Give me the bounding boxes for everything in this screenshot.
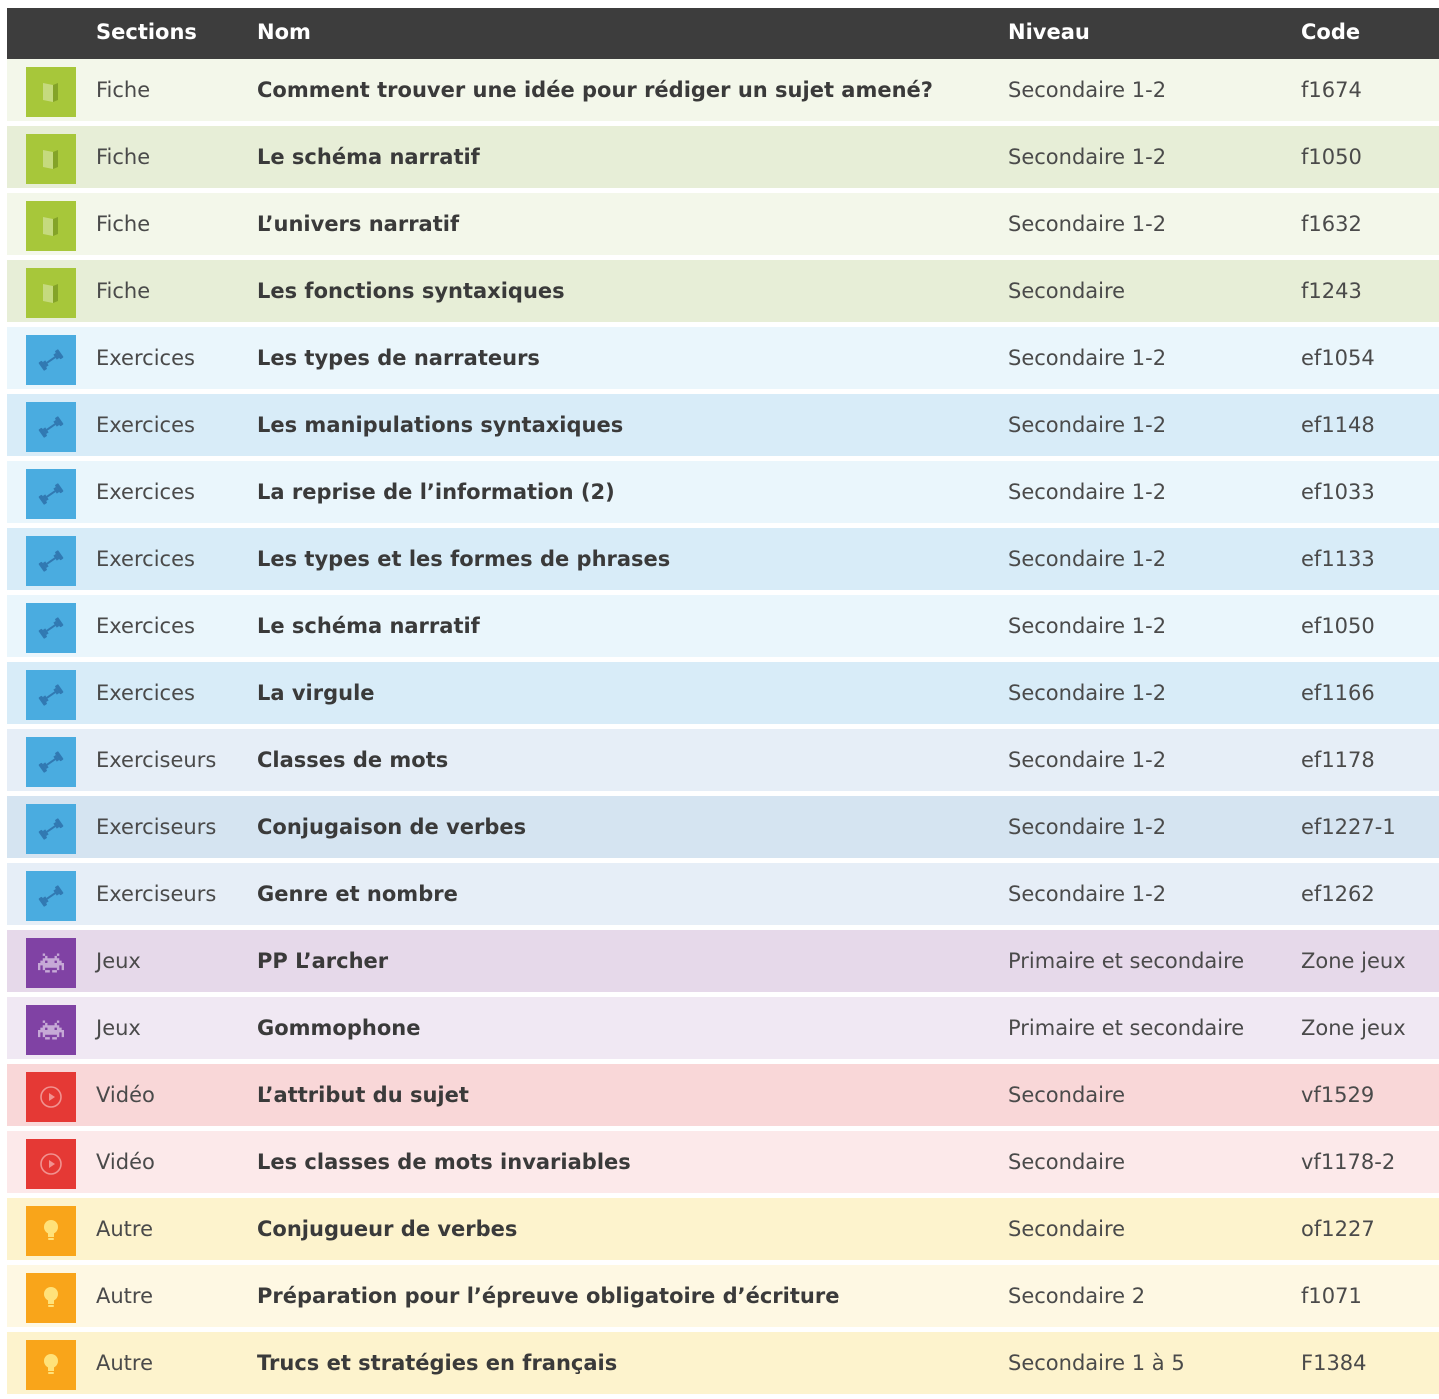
table-row[interactable]: [7, 1064, 1439, 1131]
dumbbell-icon: [26, 335, 76, 385]
cell-nom-link[interactable]: Les fonctions syntaxiques: [257, 279, 565, 303]
cell-nom-link[interactable]: Classes de mots: [257, 748, 449, 772]
cell-section: Jeux: [96, 1016, 141, 1040]
cell-section: Fiche: [96, 212, 151, 236]
dumbbell-icon: [26, 469, 76, 519]
play-icon: [26, 1139, 76, 1189]
table-row[interactable]: [7, 528, 1439, 595]
cell-nom-link[interactable]: Le schéma narratif: [257, 145, 480, 169]
cell-nom-link[interactable]: Conjugaison de verbes: [257, 815, 527, 839]
dumbbell-icon: [26, 737, 76, 787]
table-row[interactable]: [7, 863, 1439, 930]
table-row[interactable]: [7, 1265, 1439, 1332]
cell-code: ef1166: [1301, 681, 1375, 705]
table-row[interactable]: [7, 930, 1439, 997]
cell-section: Exercices: [96, 681, 195, 705]
cell-niveau: Secondaire 1-2: [1008, 681, 1167, 705]
cell-code: f1632: [1301, 212, 1362, 236]
cell-code: of1227: [1301, 1217, 1375, 1241]
table-row[interactable]: [7, 260, 1439, 327]
cell-section: Fiche: [96, 279, 151, 303]
cell-nom-link[interactable]: L’univers narratif: [257, 212, 460, 236]
cell-section: Exerciseurs: [96, 815, 217, 839]
cell-code: ef1050: [1301, 614, 1375, 638]
space-invader-icon: [26, 938, 76, 988]
cell-nom-link[interactable]: Les classes de mots invariables: [257, 1150, 631, 1174]
cell-niveau: Secondaire 1-2: [1008, 480, 1167, 504]
cell-code: f1050: [1301, 145, 1362, 169]
table-row[interactable]: [7, 59, 1439, 126]
dumbbell-icon: [26, 402, 76, 452]
dumbbell-icon: [26, 670, 76, 720]
cell-niveau: Secondaire 1 à 5: [1008, 1351, 1185, 1375]
table-row[interactable]: [7, 729, 1439, 796]
cell-code: ef1133: [1301, 547, 1375, 571]
cell-nom-link[interactable]: L’attribut du sujet: [257, 1083, 469, 1107]
cell-niveau: Secondaire 1-2: [1008, 212, 1167, 236]
cell-niveau: Secondaire 1-2: [1008, 547, 1167, 571]
cell-section: Exercices: [96, 480, 195, 504]
cell-nom-link[interactable]: Conjugueur de verbes: [257, 1217, 518, 1241]
cell-niveau: Secondaire 1-2: [1008, 413, 1167, 437]
book-icon: [26, 134, 76, 184]
cell-niveau: Secondaire 1-2: [1008, 78, 1167, 102]
cell-code: ef1054: [1301, 346, 1375, 370]
resources-table: [7, 8, 1439, 1399]
cell-section: Autre: [96, 1284, 154, 1308]
cell-section: Vidéo: [96, 1083, 155, 1107]
cell-nom-link[interactable]: Le schéma narratif: [257, 614, 480, 638]
cell-section: Exercices: [96, 346, 195, 370]
cell-niveau: Secondaire 1-2: [1008, 346, 1167, 370]
cell-code: F1384: [1301, 1351, 1367, 1375]
cell-nom-link[interactable]: Comment trouver une idée pour rédiger un sujet amené?: [257, 78, 933, 102]
table-row[interactable]: [7, 461, 1439, 528]
cell-niveau: Secondaire: [1008, 1083, 1126, 1107]
dumbbell-icon: [26, 603, 76, 653]
cell-niveau: Primaire et secondaire: [1008, 1016, 1245, 1040]
cell-code: f1071: [1301, 1284, 1362, 1308]
table-header: [7, 8, 1439, 59]
cell-code: Zone jeux: [1301, 1016, 1406, 1040]
cell-nom-link[interactable]: Genre et nombre: [257, 882, 458, 906]
book-icon: [26, 67, 76, 117]
space-invader-icon: [26, 1005, 76, 1055]
cell-niveau: Secondaire 1-2: [1008, 815, 1167, 839]
cell-niveau: Secondaire 1-2: [1008, 748, 1167, 772]
cell-nom-link[interactable]: Gommophone: [257, 1016, 421, 1040]
cell-section: Exerciseurs: [96, 748, 217, 772]
cell-code: ef1227-1: [1301, 815, 1396, 839]
table-row[interactable]: [7, 327, 1439, 394]
table-row[interactable]: [7, 997, 1439, 1064]
cell-niveau: Primaire et secondaire: [1008, 949, 1245, 973]
cell-code: f1243: [1301, 279, 1362, 303]
dumbbell-icon: [26, 804, 76, 854]
cell-code: vf1529: [1301, 1083, 1375, 1107]
cell-section: Fiche: [96, 145, 151, 169]
cell-section: Fiche: [96, 78, 151, 102]
cell-section: Exerciseurs: [96, 882, 217, 906]
cell-nom-link[interactable]: Les manipulations syntaxiques: [257, 413, 624, 437]
cell-nom-link[interactable]: La reprise de l’information (2): [257, 480, 615, 504]
cell-code: f1674: [1301, 78, 1362, 102]
cell-nom-link[interactable]: Préparation pour l’épreuve obligatoire d’écriture: [257, 1284, 840, 1308]
table-row[interactable]: [7, 126, 1439, 193]
cell-code: Zone jeux: [1301, 949, 1406, 973]
cell-code: ef1178: [1301, 748, 1375, 772]
table-row[interactable]: [7, 595, 1439, 662]
table-row[interactable]: [7, 1198, 1439, 1265]
table-row[interactable]: [7, 1332, 1439, 1399]
cell-niveau: Secondaire 2: [1008, 1284, 1146, 1308]
cell-nom-link[interactable]: PP L’archer: [257, 949, 389, 973]
table-row[interactable]: [7, 394, 1439, 461]
cell-niveau: Secondaire: [1008, 1217, 1126, 1241]
cell-nom-link[interactable]: Les types et les formes de phrases: [257, 547, 671, 571]
cell-niveau: Secondaire: [1008, 279, 1126, 303]
cell-code: ef1148: [1301, 413, 1375, 437]
lightbulb-icon: [26, 1206, 76, 1256]
play-icon: [26, 1072, 76, 1122]
header-sections[interactable]: Sections: [96, 20, 197, 44]
cell-niveau: Secondaire: [1008, 1150, 1126, 1174]
lightbulb-icon: [26, 1340, 76, 1390]
cell-nom-link[interactable]: La virgule: [257, 681, 375, 705]
book-icon: [26, 201, 76, 251]
cell-niveau: Secondaire 1-2: [1008, 145, 1167, 169]
cell-section: Exercices: [96, 614, 195, 638]
header-code[interactable]: Code: [1301, 20, 1361, 44]
cell-code: ef1262: [1301, 882, 1375, 906]
cell-section: Autre: [96, 1351, 154, 1375]
lightbulb-icon: [26, 1273, 76, 1323]
cell-section: Vidéo: [96, 1150, 155, 1174]
table-row[interactable]: [7, 796, 1439, 863]
dumbbell-icon: [26, 536, 76, 586]
dumbbell-icon: [26, 871, 76, 921]
book-icon: [26, 268, 76, 318]
cell-section: Exercices: [96, 547, 195, 571]
table-body: [7, 59, 1439, 1399]
table-row[interactable]: [7, 662, 1439, 729]
table-row[interactable]: [7, 193, 1439, 260]
cell-nom-link[interactable]: Les types de narrateurs: [257, 346, 540, 370]
header-nom[interactable]: Nom: [257, 20, 311, 44]
cell-section: Exercices: [96, 413, 195, 437]
cell-code: vf1178-2: [1301, 1150, 1396, 1174]
cell-section: Autre: [96, 1217, 154, 1241]
cell-code: ef1033: [1301, 480, 1375, 504]
table-row[interactable]: [7, 1131, 1439, 1198]
header-niveau[interactable]: Niveau: [1008, 20, 1090, 44]
cell-niveau: Secondaire 1-2: [1008, 882, 1167, 906]
cell-section: Jeux: [96, 949, 141, 973]
cell-niveau: Secondaire 1-2: [1008, 614, 1167, 638]
cell-nom-link[interactable]: Trucs et stratégies en français: [257, 1351, 618, 1375]
